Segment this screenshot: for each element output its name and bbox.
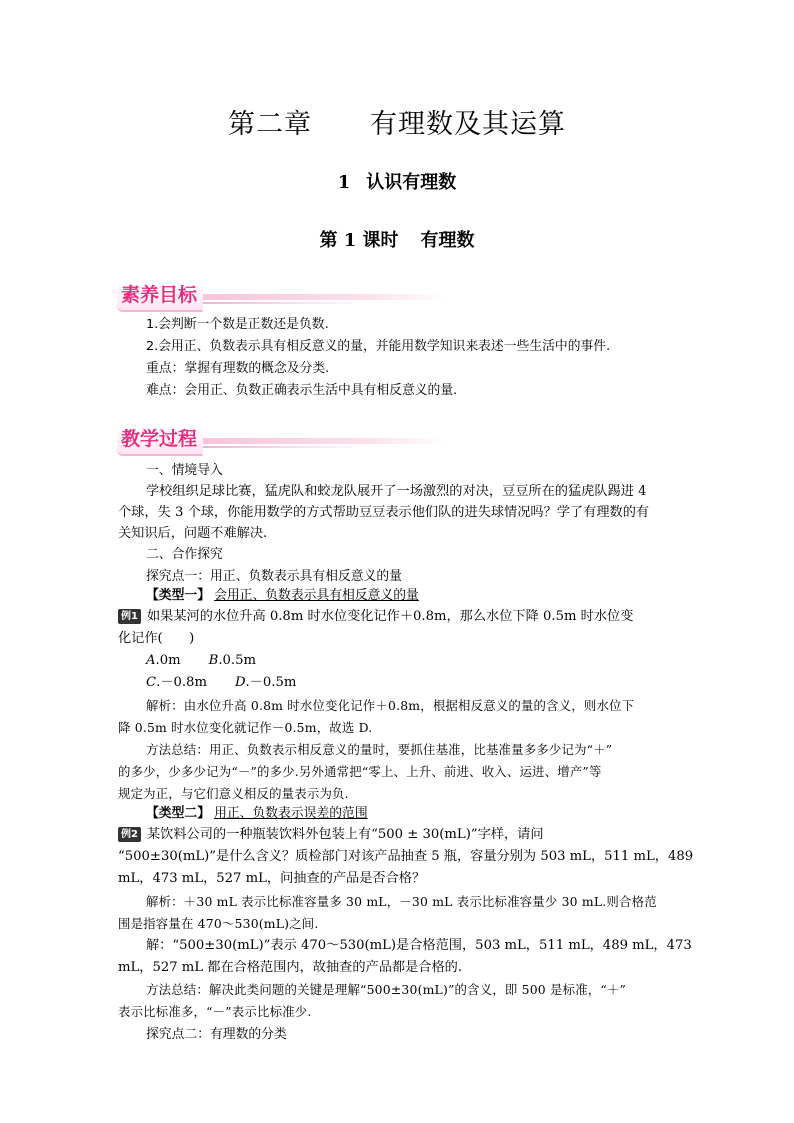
example1-line: 如果某河的水位升高 0.8m 时水位变化记作＋0.8m，那么水位下降 0.5m 时水位变	[146, 609, 634, 624]
option-a: A.0m	[146, 653, 181, 668]
type2-tag: 【类型二】	[146, 806, 210, 821]
example2-line: mL，473 mL，527 mL，问抽查的产品是否合格？	[118, 871, 426, 886]
difficult-point: 难点：会用正、负数正确表示生活中具有相反意义的量.	[146, 383, 458, 398]
process-banner	[117, 426, 447, 454]
chapter-name: 有理数及其运算	[370, 109, 566, 140]
example1-summary: 的多少，少多少记为“－”的多少.另外通常把“零上、上升、前进、收入、运进、增产”等	[118, 764, 602, 779]
example2-analysis: 解析：＋30 mL 表示比标准容量多 30 mL，－30 mL 表示比标准容量少 30 mL.则合格范	[146, 894, 657, 909]
banner-underline	[187, 302, 367, 304]
option-b: B.0.5m	[208, 653, 256, 668]
example2-solution: 解：“500±30(mL)”表示 470～530(mL)是合格范围，503 mL，511 mL，489 mL，473	[146, 938, 692, 953]
example2-badge: 例2	[118, 827, 141, 842]
chapter-title	[0, 102, 794, 141]
intro-heading: 一、情境导入	[146, 463, 223, 478]
section-name: 认识有理数	[366, 172, 457, 193]
type2-title: 用正、负数表示误差的范围	[214, 806, 368, 821]
example1-options-row1	[146, 650, 284, 671]
type1-tag: 【类型一】	[146, 588, 210, 603]
example2-analysis: 围是指容量在 470～530(mL)之间.	[118, 916, 319, 931]
lesson-name: 有理数	[420, 230, 475, 251]
explore-point-2: 探究点二：有理数的分类	[146, 1027, 287, 1042]
explore-point-1: 探究点一：用正、负数表示具有相反意义的量	[146, 569, 402, 584]
goal-item: 1.会判断一个数是正数还是负数.	[146, 317, 329, 332]
option-d: D.－0.5m	[234, 675, 297, 690]
example2-solution: mL，527 mL 都在合格范围内，故抽查的产品都是合格的.	[118, 960, 463, 975]
example1-line2: 化记作( )	[118, 631, 195, 646]
example2-summary: 表示比标准多，“－”表示比标准少.	[118, 1004, 312, 1019]
example1-options-row2	[146, 672, 324, 693]
goal-item: 2.会用正、负数表示具有相反意义的量，并能用数学知识来表述一些生活中的事件.	[146, 339, 611, 354]
lesson-title	[0, 226, 794, 252]
type1-title: 会用正、负数表示具有相反意义的量	[214, 588, 419, 603]
section-number: 1	[337, 172, 351, 193]
section-title	[0, 168, 794, 194]
example2-line: 某饮料公司的一种瓶装饮料外包装上有“500 ± 30(mL)”字样，请问	[146, 827, 544, 842]
goals-banner-label: 素养目标	[117, 282, 203, 312]
explore-heading: 二、合作探究	[146, 547, 223, 562]
intro-line: 关知识后，问题不难解决.	[118, 526, 268, 541]
example1-badge: 例1	[118, 609, 141, 624]
key-point: 重点：掌握有理数的概念及分类.	[146, 361, 330, 376]
example1-summary: 方法总结：用正、负数表示相反意义的量时，要抓住基准，比基准量多多少记为“＋”	[146, 742, 613, 757]
banner-underline	[187, 446, 367, 448]
example2-summary: 方法总结：解决此类问题的关键是理解“500±30(mL)”的含义，即 500 是标准，“＋”	[146, 982, 627, 997]
goals-banner	[117, 282, 447, 310]
banner-band	[177, 294, 447, 300]
example1-analysis: 解析：由水位升高 0.8m 时水位变化记作＋0.8m，根据相反意义的量的含义，则水位下	[146, 698, 635, 713]
example2-question	[118, 824, 544, 845]
chapter-prefix: 第二章	[228, 109, 312, 140]
intro-line: 个球，失 3 个球，你能用数学的方式帮助豆豆表示他们队的进失球情况吗？学了有理数的有	[118, 505, 650, 520]
example1-question	[118, 606, 633, 627]
example1-summary: 规定为正，与它们意义相反的量表示为负.	[118, 786, 349, 801]
type1-heading	[146, 585, 419, 606]
example1-analysis: 降 0.5m 时水位变化就记作－0.5m，故选 D.	[118, 720, 373, 735]
banner-band	[177, 438, 447, 444]
example2-line: “500±30(mL)”是什么含义？质检部门对该产品抽查 5 瓶，容量分别为 503 mL，511 mL，489	[118, 849, 694, 864]
type2-heading	[146, 803, 368, 824]
intro-line: 学校组织足球比赛，猛虎队和蛟龙队展开了一场激烈的对决，豆豆所在的猛虎队踢进 4	[146, 484, 647, 499]
lesson-prefix: 第 1 课时	[319, 230, 399, 251]
option-c: C.－0.8m	[146, 675, 207, 690]
process-banner-label: 教学过程	[117, 426, 203, 456]
